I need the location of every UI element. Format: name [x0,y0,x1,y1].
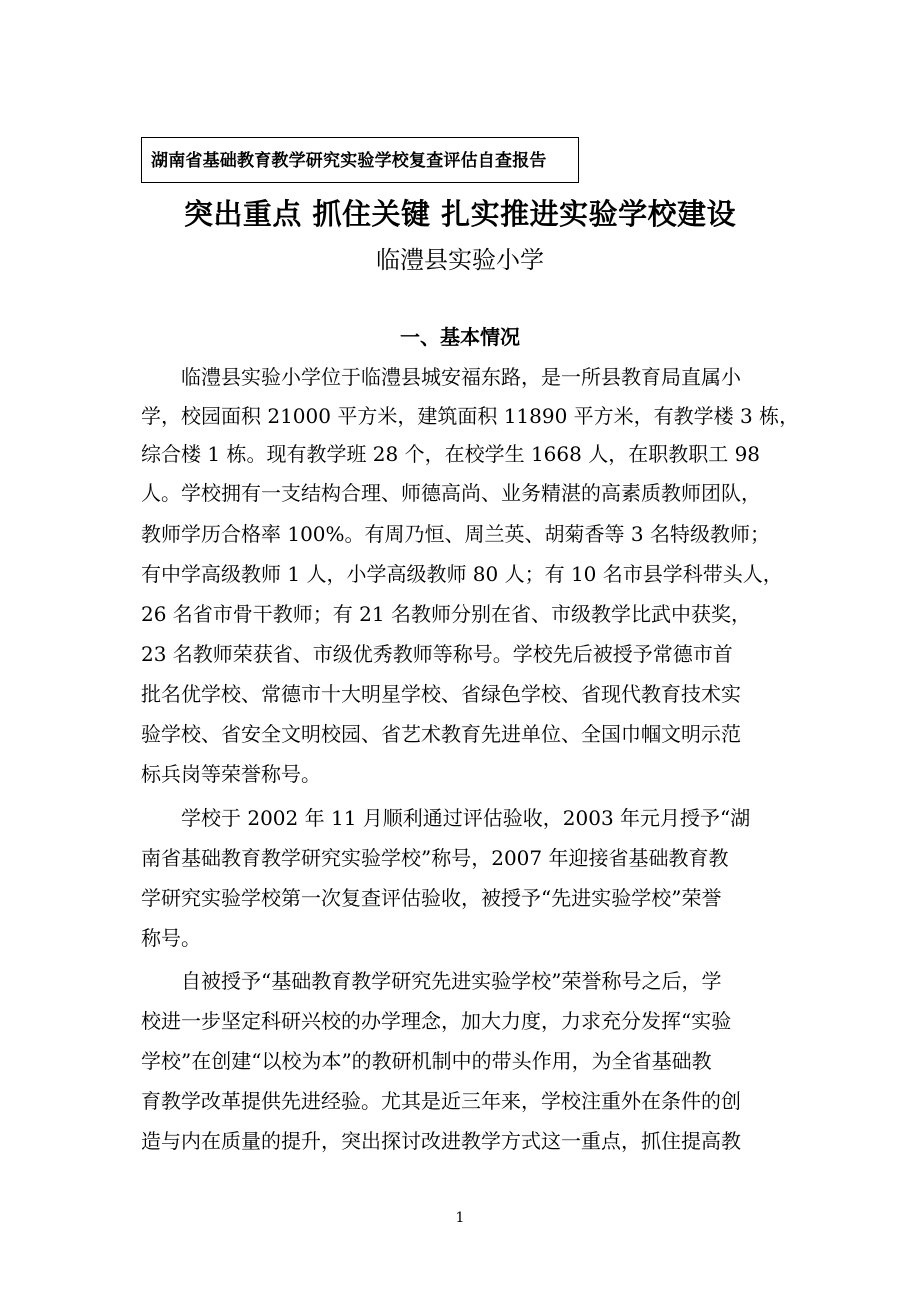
paragraph-1-line-8: 23 名教师荣获省、市级优秀教师等称号。学校先后被授予常德市首 [141,642,733,666]
paragraph-1-line-3: 综合楼 1 栋。现有教学班 28 个，在校学生 1668 人，在职教职工 98 [141,442,761,466]
paragraph-3-line-3: 学校”在创建“以校为本”的教研机制中的带头作用，为全省基础教 [141,1049,712,1073]
paragraph-1-line-9: 批名优学校、常德市十大明星学校、省绿色学校、省现代教育技术实 [141,682,741,706]
document-title: 突出重点 抓住关键 扎实推进实验学校建设 [183,197,737,231]
paragraph-1-line-7: 26 名省市骨干教师；有 21 名教师分别在省、市级教学比武中获奖， [141,602,751,626]
paragraph-1-line-5: 教师学历合格率 100%。有周乃恒、周兰英、胡菊香等 3 名特级教师； [141,522,770,546]
school-name: 临澧县实验小学 [376,246,544,274]
paragraph-1-line-2: 学，校园面积 21000 平方米，建筑面积 11890 平方米，有教学楼 3 栋， [141,404,800,428]
page-number: 1 [455,1210,465,1226]
paragraph-2-line-1: 学校于 2002 年 11 月顺利通过评估验收，2003 年元月授予“湖 [181,806,751,830]
paragraph-2-line-2: 南省基础教育教学研究实验学校”称号，2007 年迎接省基础教育教 [141,846,729,870]
paragraph-2-line-3: 学研究实验学校第一次复查评估验收，被授予“先进实验学校”荣誉 [141,886,722,910]
paragraph-3-line-1: 自被授予“基础教育教学研究先进实验学校”荣誉称号之后，学 [181,969,722,993]
report-header-box [141,137,579,183]
paragraph-3-line-2: 校进一步坚定科研兴校的办学理念，加大力度，力求充分发挥“实验 [141,1009,732,1033]
paragraph-1-line-10: 验学校、省安全文明校园、省艺术教育先进单位、全国巾帼文明示范 [141,722,741,746]
paragraph-2-line-4: 称号。 [141,926,201,950]
report-header-text: 湖南省基础教育教学研究实验学校复查评估自查报告 [151,151,547,171]
paragraph-1-line-6: 有中学高级教师 1 人，小学高级教师 80 人；有 10 名市县学科带头人， [141,562,783,586]
paragraph-1-line-1: 临澧县实验小学位于临澧县城安福东路，是一所县教育局直属小 [181,365,741,389]
paragraph-3-line-4: 育教学改革提供先进经验。尤其是近三年来，学校注重外在条件的创 [141,1089,741,1113]
section-heading: 一、基本情况 [400,325,520,349]
paragraph-1-line-11: 标兵岗等荣誉称号。 [141,762,321,786]
paragraph-3-line-5: 造与内在质量的提升，突出探讨改进教学方式这一重点，抓住提高教 [141,1129,741,1153]
paragraph-1-line-4: 人。学校拥有一支结构合理、师德高尚、业务精湛的高素质教师团队， [141,481,761,505]
